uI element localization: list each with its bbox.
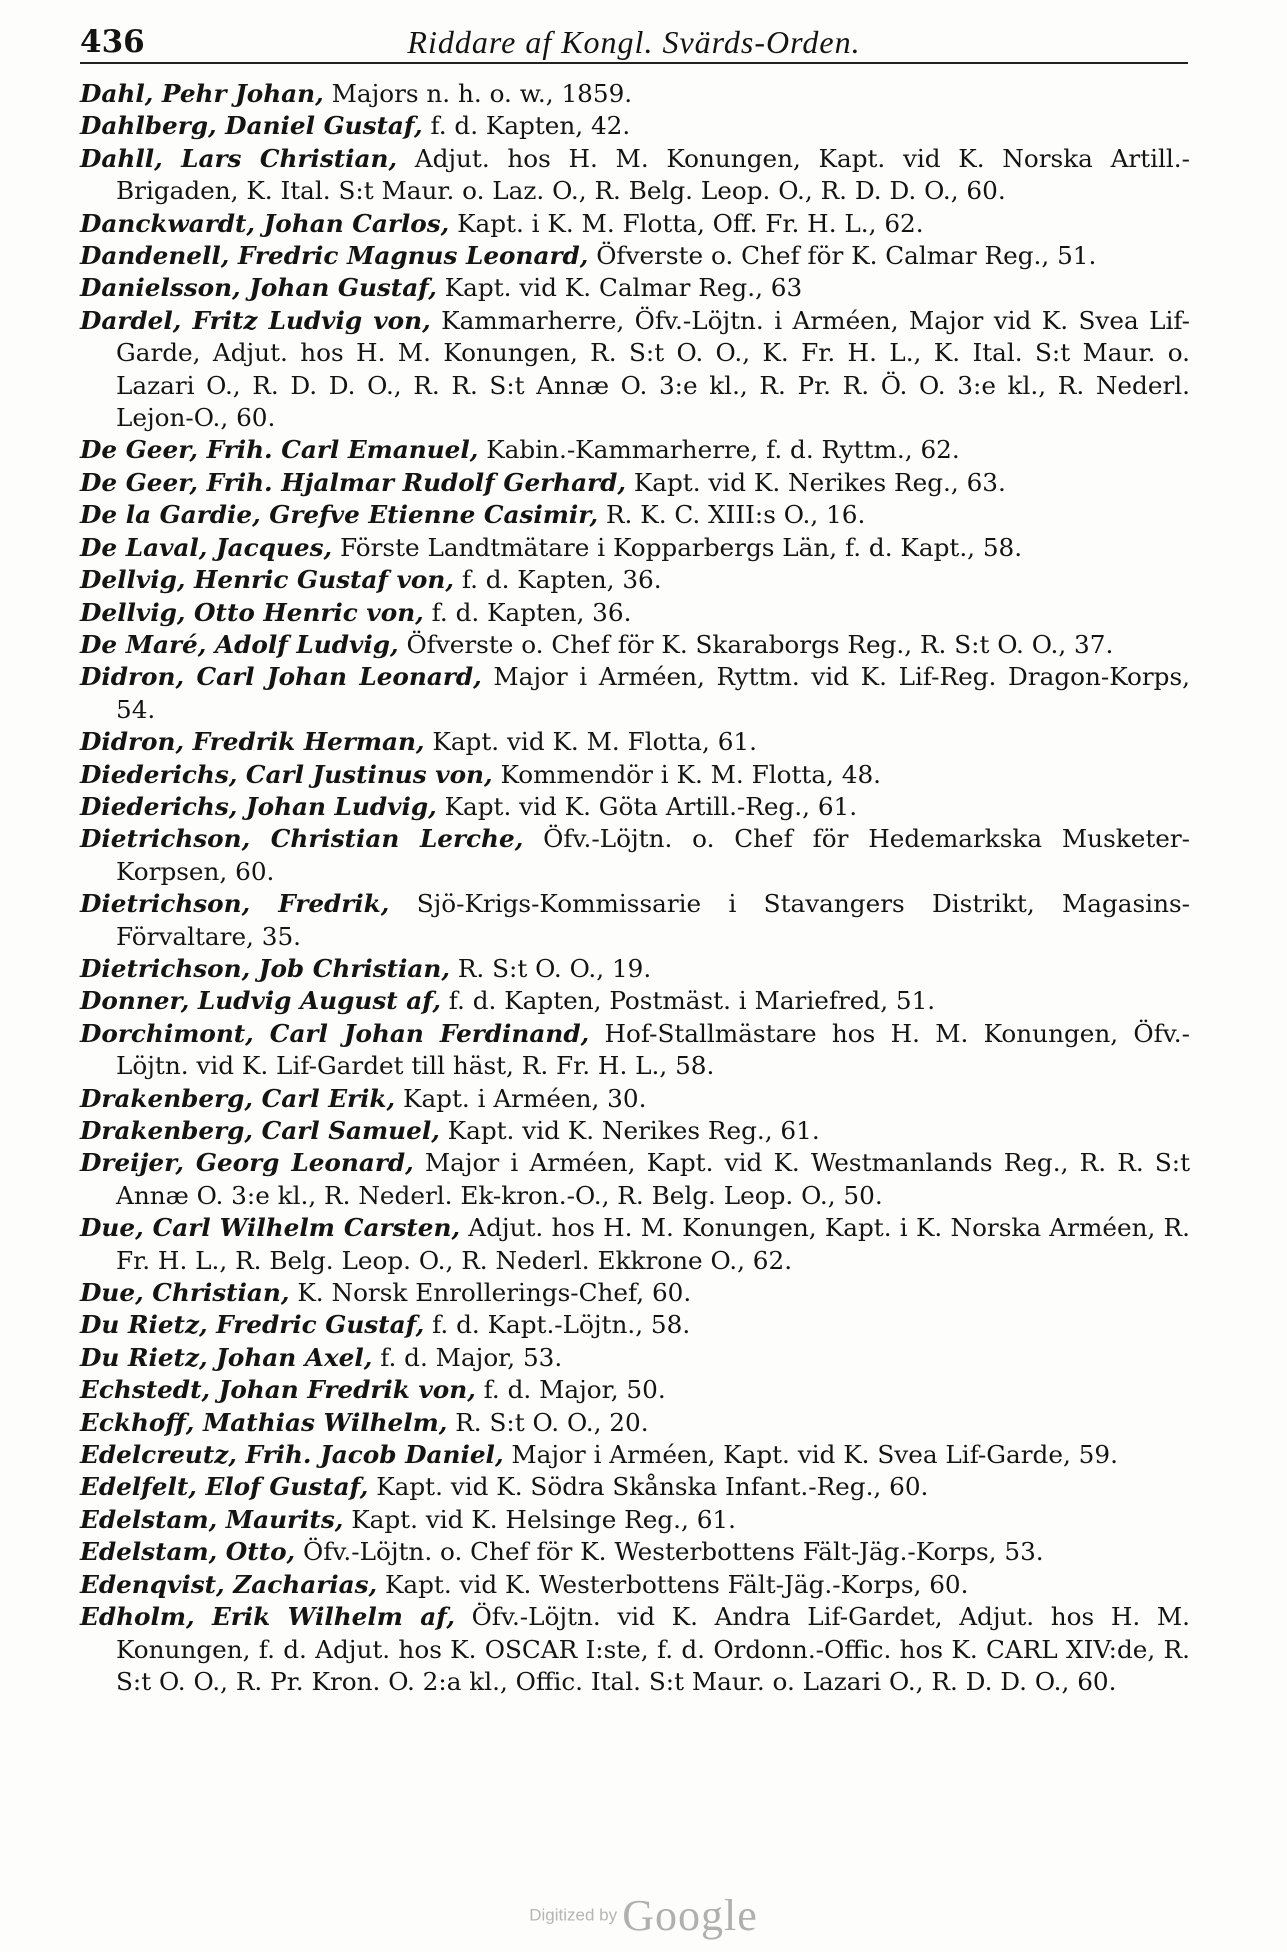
entry-name: De Geer, Frih. Carl Emanuel, <box>80 435 479 465</box>
entry-name: Edenqvist, Zacharias, <box>80 1569 378 1599</box>
entry-description: Kabin.-Kammarherre, f. d. Ryttm., 62. <box>486 435 960 465</box>
register-entry <box>80 1018 1190 1083</box>
register-entry <box>80 1277 1190 1309</box>
entry-description: Kapt. vid K. Göta Artill.-Reg., 61. <box>444 791 858 821</box>
register-entry <box>80 564 1190 596</box>
running-title: Riddare af Kongl. Svärds-Orden. <box>407 24 861 60</box>
register-entry <box>80 434 1190 466</box>
register-entry <box>80 208 1190 240</box>
entry-description: Kapt. vid K. Södra Skånska Infant.-Reg., 60. <box>376 1472 929 1502</box>
entry-list <box>80 78 1190 1698</box>
entry-name: De Laval, Jacques, <box>80 532 333 562</box>
entry-description: Förste Landtmätare i Kopparbergs Län, f. d. Kapt., 58. <box>339 532 1023 562</box>
entry-description: Majors n. h. o. w., 1859. <box>331 79 633 108</box>
entry-name: Didron, Fredrik Herman, <box>80 727 425 757</box>
register-entry <box>80 272 1190 304</box>
register-entry <box>80 597 1190 629</box>
page-header <box>80 22 1188 64</box>
entry-description: Kapt. vid K. Calmar Reg., 63 <box>444 273 803 303</box>
entry-name: Diederichs, Carl Justinus von, <box>80 759 493 789</box>
entry-description: K. Norsk Enrollerings-Chef, 60. <box>297 1278 692 1308</box>
register-entry <box>80 1504 1190 1536</box>
entry-name: Diederichs, Johan Ludvig, <box>80 791 437 821</box>
register-entry <box>80 532 1190 564</box>
entry-description: Öfv.-Löjtn. vid K. Andra Lif-Gardet, Adjut. hos H. M. Konungen, f. d. Adjut. hos K. OSCAR I:ste, f. d. Ordonn.-Offic. hos K. CARL XIV:de, R. S:t O. O., R. Pr. Kron. O. 2:a kl., Offic. Ital. S:t Maur. o. Lazari O., R. D. D. O., 60. <box>116 1602 1190 1696</box>
entry-description: Major i Arméen, Ryttm. vid K. Lif-Reg. Dragon-Korps, 54. <box>116 662 1190 724</box>
entry-name: Dahll, Lars Christian, <box>80 143 398 173</box>
entry-description: f. d. Kapten, 36. <box>461 565 662 595</box>
entry-name: Donner, Ludvig August af, <box>80 986 441 1016</box>
register-entry <box>80 953 1190 985</box>
entry-name: Du Rietz, Fredric Gustaf, <box>80 1310 425 1340</box>
register-entry <box>80 110 1190 142</box>
entry-name: De Maré, Adolf Ludvig, <box>80 629 399 659</box>
entry-description: Kommendör i K. M. Flotta, 48. <box>500 759 882 789</box>
entry-name: Drakenberg, Carl Erik, <box>80 1083 396 1113</box>
register-entry <box>80 1471 1190 1503</box>
entry-description: f. d. Kapten, 36. <box>431 597 632 627</box>
register-entry <box>80 823 1190 888</box>
entry-description: f. d. Kapten, Postmäst. i Mariefred, 51. <box>448 986 936 1016</box>
entry-description: Öfv.-Löjtn. o. Chef för K. Westerbottens Fält-Jäg.-Korps, 53. <box>303 1537 1044 1567</box>
entry-name: Dietrichson, Fredrik, <box>80 889 390 919</box>
entry-name: Du Rietz, Johan Axel, <box>80 1342 373 1372</box>
entry-description: Öfverste o. Chef för K. Calmar Reg., 51. <box>596 241 1097 271</box>
page-number: 436 <box>80 24 145 60</box>
entry-name: Dietrichson, Christian Lerche, <box>80 824 524 854</box>
register-entry <box>80 1536 1190 1568</box>
digitized-by-label: Digitized by <box>529 1905 618 1925</box>
register-entry <box>80 1439 1190 1471</box>
register-entry <box>80 467 1190 499</box>
register-entry <box>80 661 1190 726</box>
digitization-watermark <box>0 1890 1287 1941</box>
entry-description: Kapt. vid K. Westerbottens Fält-Jäg.-Korps, 60. <box>384 1569 969 1599</box>
entry-description: Kapt. vid K. M. Flotta, 61. <box>432 727 757 757</box>
register-entry <box>80 1342 1190 1374</box>
register-entry <box>80 240 1190 272</box>
register-entry <box>80 1147 1190 1212</box>
entry-name: Dorchimont, Carl Johan Ferdinand, <box>80 1018 590 1048</box>
entry-name: De Geer, Frih. Hjalmar Rudolf Gerhard, <box>80 467 626 497</box>
register-entry <box>80 1212 1190 1277</box>
entry-name: Danielsson, Johan Gustaf, <box>80 273 437 303</box>
entry-description: f. d. Kapten, 42. <box>430 111 631 141</box>
entry-description: Kapt. i Arméen, 30. <box>403 1083 647 1113</box>
entry-description: Sjö-Krigs-Kommissarie i Stavangers Distrikt, Magasins-Förvaltare, 35. <box>116 889 1190 951</box>
entry-name: Drakenberg, Carl Samuel, <box>80 1116 440 1145</box>
entry-name: Dandenell, Fredric Magnus Leonard, <box>80 241 589 271</box>
entry-name: Dellvig, Otto Henric von, <box>80 597 424 627</box>
register-entry <box>80 759 1190 791</box>
register-entry <box>80 726 1190 758</box>
entry-name: Edholm, Erik Wilhelm af, <box>80 1602 455 1632</box>
entry-description: R. S:t O. O., 20. <box>455 1407 649 1437</box>
register-entry <box>80 791 1190 823</box>
entry-name: Danckwardt, Johan Carlos, <box>80 208 450 238</box>
register-entry <box>80 985 1190 1017</box>
register-entry <box>80 1407 1190 1439</box>
google-logo: Google <box>622 1891 758 1940</box>
entry-name: Due, Carl Wilhelm Carsten, <box>80 1213 461 1243</box>
entry-description: Öfverste o. Chef för K. Skaraborgs Reg., R. S:t O. O., 37. <box>406 629 1114 659</box>
entry-description: Major i Arméen, Kapt. vid K. Svea Lif-Garde, 59. <box>511 1440 1118 1470</box>
entry-description: Adjut. hos H. M. Konungen, Kapt. vid K. Norska Artill.-Brigaden, K. Ital. S:t Maur. o. Laz. O., R. Belg. Leop. O., R. D. D. O., 60. <box>116 143 1190 206</box>
entry-description: Kapt. vid K. Nerikes Reg., 61. <box>447 1116 820 1145</box>
entry-description: Kapt. vid K. Nerikes Reg., 63. <box>633 467 1006 497</box>
entry-description: Hof-Stallmästare hos H. M. Konungen, Öfv.-Löjtn. vid K. Lif-Gardet till häst, R. Fr. H. L., 58. <box>116 1018 1190 1081</box>
register-entry <box>80 1569 1190 1601</box>
register-entry <box>80 143 1190 208</box>
register-entry <box>80 78 1190 110</box>
entry-description: R. S:t O. O., 19. <box>457 953 652 983</box>
entry-description: f. d. Major, 53. <box>380 1342 563 1372</box>
entry-name: Edelcreutz, Frih. Jacob Daniel, <box>80 1440 504 1470</box>
entry-description: Öfv.-Löjtn. o. Chef för Hedemarkska Musketer-Korpsen, 60. <box>116 824 1190 886</box>
entry-name: Edelstam, Otto, <box>80 1537 296 1567</box>
entry-description: Major i Arméen, Kapt. vid K. Westmanlands Reg., R. R. S:t Annæ O. 3:e kl., R. Nederl. Ek-kron.-O., R. Belg. Leop. O., 50. <box>116 1148 1191 1210</box>
register-entry <box>80 888 1190 953</box>
entry-name: De la Gardie, Grefve Etienne Casimir, <box>80 500 599 530</box>
entry-name: Due, Christian, <box>80 1278 290 1308</box>
entry-description: R. K. C. XIII:s O., 16. <box>605 500 866 530</box>
entry-description: Kammarherre, Öfv.-Löjtn. i Arméen, Major vid K. Svea Lif-Garde, Adjut. hos H. M. Konungen, R. S:t O. O., K. Fr. H. L., K. Ital. S:t Maur. o. Lazari O., R. D. D. O., R. R. S:t Annæ O. 3:e kl., R. Pr. R. Ö. O. 3:e kl., R. Nederl. Lejon-O., 60. <box>116 305 1190 433</box>
register-entry <box>80 1115 1190 1147</box>
entry-name: Dardel, Fritz Ludvig von, <box>80 305 431 335</box>
entry-name: Didron, Carl Johan Leonard, <box>80 662 482 692</box>
entry-description: f. d. Major, 50. <box>483 1375 666 1405</box>
register-entry <box>80 629 1190 661</box>
register-entry <box>80 499 1190 531</box>
entry-name: Dreijer, Georg Leonard, <box>80 1148 414 1178</box>
entry-description: Adjut. hos H. M. Konungen, Kapt. i K. Norska Arméen, R. Fr. H. L., R. Belg. Leop. O., R. Nederl. Ekkrone O., 62. <box>116 1213 1190 1275</box>
entry-name: Dahlberg, Daniel Gustaf, <box>80 111 423 141</box>
entry-description: f. d. Kapt.-Löjtn., 58. <box>432 1310 691 1340</box>
entry-name: Eckhoff, Mathias Wilhelm, <box>80 1407 448 1437</box>
register-entry <box>80 305 1190 435</box>
entry-description: Kapt. i K. M. Flotta, Off. Fr. H. L., 62. <box>457 208 924 238</box>
entry-name: Edelfelt, Elof Gustaf, <box>80 1472 369 1502</box>
register-entry <box>80 1309 1190 1341</box>
register-entry <box>80 1083 1190 1115</box>
entry-name: Echstedt, Johan Fredrik von, <box>80 1375 476 1405</box>
register-entry <box>80 1374 1190 1406</box>
entry-name: Dietrichson, Job Christian, <box>80 953 450 983</box>
entry-name: Dahl, Pehr Johan, <box>80 79 324 108</box>
entry-name: Dellvig, Henric Gustaf von, <box>80 565 454 595</box>
entry-name: Edelstam, Maurits, <box>80 1504 344 1534</box>
entry-description: Kapt. vid K. Helsinge Reg., 61. <box>351 1504 736 1534</box>
register-entry <box>80 1601 1190 1698</box>
